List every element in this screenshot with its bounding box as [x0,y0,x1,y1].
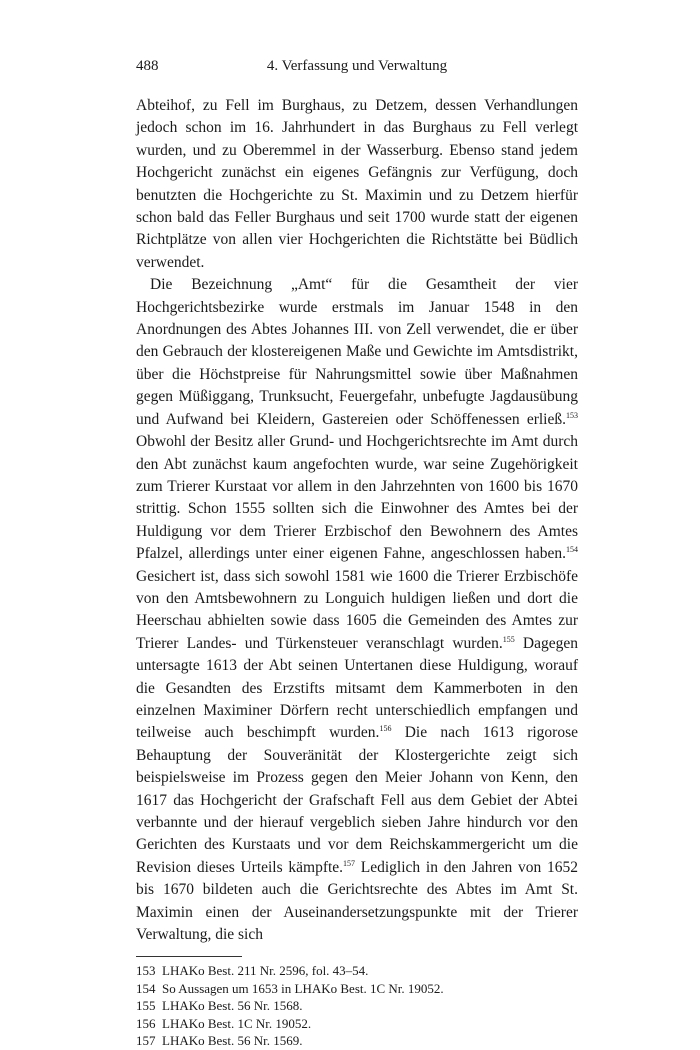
footnote-text: LHAKo Best. 1C Nr. 19052. [162,1015,312,1031]
footnote-text: LHAKo Best. 56 Nr. 1569. [162,1033,303,1049]
paragraph-1: Abteihof, zu Fell im Burghaus, zu Detzem, dessen Verhandlungen jedoch schon im 16. Jahrhundert in das Burghaus zu Fell verlegt wurden, und zu Oberemmel in der Wasserburg. Ebenso stand jedem Hochgericht zunächst ein eigenes Gefängnis zur Verfügung, doch benutzten die Hochgerichte zu St. Maximin und zu Detzem hierfür schon bald das Feller Burghaus und seit 1700 wurde statt der eigenen Richtplätze von allen vier Hochgerichten die Richtstätte bei Büdlich verwendet. [136,97,578,271]
footnote [136,1032,578,1050]
text-segment: Dagegen untersagte 1613 der Abt seinen Untertanen diese Huldigung, worauf die Gesandten des Erzstifts mitsamt dem Kammerboten in den einzelnen Maximiner Dörfern recht unterschiedlich empfangen und teilweise auch beschimpft wurden. [136,634,578,742]
footnote-number: 155 [136,998,156,1014]
text-segment: Die Bezeichnung „Amt“ für die Gesamtheit der vier Hochgerichtsbezirke wurde erstmals im Januar 1548 in den Anordnungen des Abtes Johannes III. von Zell verwendet, die er über den Gebrauch der klostereigenen Maße und Gewichte im Amtsdistrikt, über die Höchstpreise für Nahrungsmittel sowie über Maßnahmen gegen Müßiggang, Trunksucht, Feuergefahr, unbefugte Jagdausübung und Aufwand bei Kleidern, Gastereien oder Schöffenessen erließ. [136,276,578,428]
running-title: 4. Verfassung und Verwaltung [266,58,448,74]
footnote-ref-155: 155 [502,634,515,644]
footnote [136,1015,578,1033]
footnote-number: 153 [136,963,156,979]
footnote-divider [136,956,242,957]
footnote-ref-157: 157 [343,858,356,868]
footnote-ref-154: 154 [566,545,578,555]
page-header [136,58,578,84]
footnote-text: So Aussagen um 1653 in LHAKo Best. 1C Nr. 19052. [162,980,444,996]
footnote-text: LHAKo Best. 56 Nr. 1568. [162,998,303,1014]
footnote-text: LHAKo Best. 211 Nr. 2596, fol. 43–54. [162,963,369,979]
footnote-ref-156: 156 [379,724,392,734]
footnote [136,962,578,980]
text-segment: Lediglich in den Jahren von 1652 bis 1670 bildeten auch die Gerichtsrechte des Abtes im Amt St. Maximin einen der Auseinandersetzungspunkte mit der Trierer Verwaltung, die sich [136,858,578,944]
footnotes [136,962,578,1050]
footnote-number: 156 [136,1015,156,1031]
page-number: 488 [136,58,159,74]
text-segment: Gesichert ist, dass sich sowohl 1581 wie 1600 die Trierer Erzbischöfe von den Amtsbewohnern zu Longuich huldigen ließen und dort die Heerschau abhielten sowie dass 1605 die Gemeinden des Amtes zur Trierer Landes- und Türkensteuer veranschlagt wurden. [136,567,578,652]
text-segment: Obwohl der Besitz aller Grund- und Hochgerichtsrechte im Amt durch den Abt zunächst kaum angefochten wurde, war seine Zugehörigkeit zum Trierer Kurstaat vor allem in den Jahrzehnten von 1600 bis 1670 strittig. Schon 1555 sollten sich die Einwohner des Amtes bei der Huldigung vor dem Trierer Erzbischof den Bewohnern des Amtes Pfalzel, allerdings unter einer eigenen Fahne, angeschlossen haben. [136,433,578,563]
footnote [136,997,578,1015]
footnote-number: 157 [136,1033,156,1049]
book-page [136,58,578,1050]
footnote-ref-153: 153 [566,410,578,420]
footnote-number: 154 [136,980,156,996]
paragraph-2 [136,274,578,946]
text-segment: Die nach 1613 rigorose Behauptung der Souveränität der Klostergerichte zeigt sich beispielsweise im Prozess gegen den Meier Johann von Kenn, den 1617 das Hochgericht der Grafschaft Fell aus dem Gebiet der Abtei verbannte und der hierauf vergeblich sieben Jahre hindurch vor den Gerichten des Kurstaats und vor dem Reichskammergericht um die Revision dieses Urteils kämpfte. [136,724,578,876]
footnote [136,980,578,998]
main-text [136,95,578,946]
